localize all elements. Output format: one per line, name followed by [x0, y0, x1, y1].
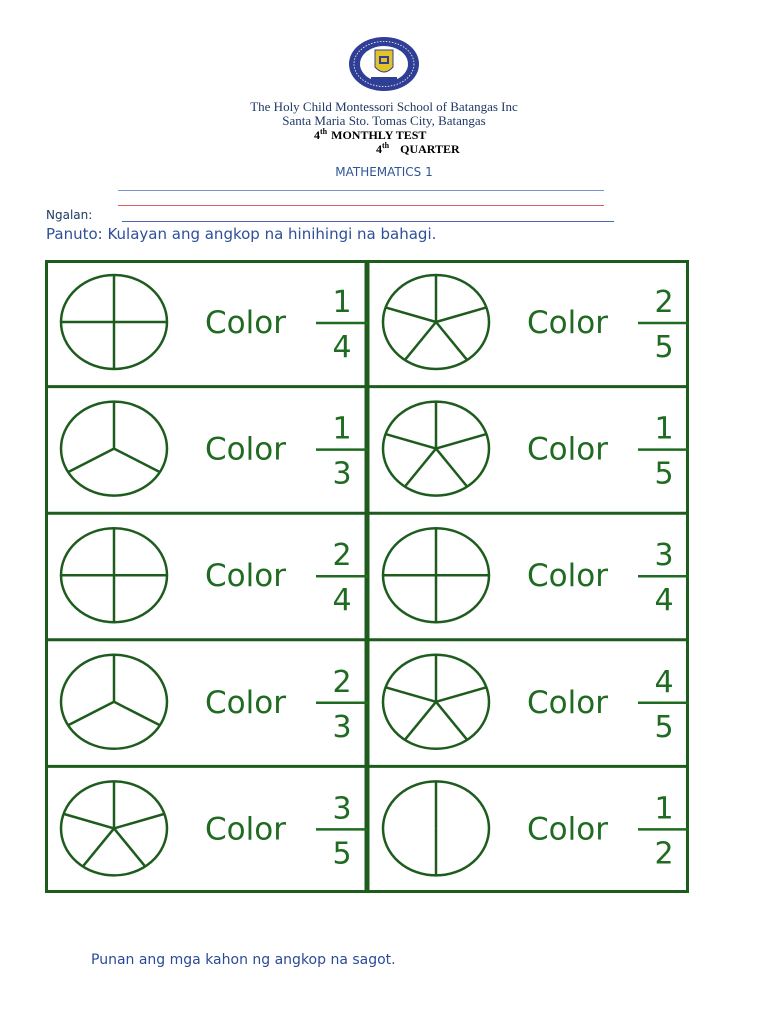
color-label: Color	[527, 431, 608, 468]
circle-division-line	[405, 449, 436, 487]
school-seal-logo	[348, 36, 420, 92]
test-label: MONTHLY TEST	[331, 128, 427, 142]
circle-division-line	[386, 687, 436, 702]
fraction-numerator: 3	[654, 538, 674, 574]
circle-division-line	[436, 322, 467, 360]
color-label: Color	[527, 558, 608, 595]
fraction-circle[interactable]	[61, 402, 167, 496]
circle-division-line	[114, 702, 160, 726]
fraction-numerator: 2	[654, 285, 674, 320]
fraction-numerator: 1	[332, 285, 352, 320]
fraction-cell	[383, 655, 689, 749]
color-label: Color	[527, 811, 608, 848]
fraction-numerator: 3	[332, 791, 352, 827]
circle-division-line	[436, 702, 467, 740]
fraction-denominator: 5	[654, 456, 674, 492]
circle-division-line	[114, 828, 145, 866]
fraction-cell	[61, 275, 368, 369]
color-label: Color	[205, 558, 286, 595]
color-label: Color	[205, 811, 286, 848]
circle-division-line	[405, 322, 436, 360]
fraction-circle[interactable]	[383, 528, 489, 622]
circle-division-line	[114, 449, 160, 473]
fraction-denominator: 5	[332, 836, 352, 872]
fraction-cell	[61, 781, 368, 875]
fraction-denominator: 3	[332, 456, 352, 492]
circle-division-line	[436, 449, 467, 487]
color-label: Color	[527, 684, 608, 721]
fraction-numerator: 2	[332, 538, 352, 574]
circle-division-line	[436, 307, 486, 322]
circle-division-line	[405, 702, 436, 740]
name-label: Ngalan:	[46, 208, 93, 222]
fraction-cell	[61, 655, 368, 749]
circle-division-line	[436, 687, 486, 702]
fraction-circle[interactable]	[383, 402, 489, 496]
fraction-numerator: 1	[654, 791, 674, 827]
quarter-number: 4	[376, 142, 382, 156]
instructions: Panuto: Kulayan ang angkop na hinihingi na bahagi.	[46, 225, 437, 243]
fraction-denominator: 4	[332, 583, 352, 619]
color-label: Color	[527, 305, 608, 341]
fraction-circle[interactable]	[61, 528, 167, 622]
school-address: Santa Maria Sto. Tomas City, Batangas	[282, 113, 486, 128]
circle-division-line	[64, 814, 114, 829]
fraction-denominator: 2	[654, 836, 674, 872]
circle-division-line	[386, 434, 436, 449]
name-input-line[interactable]	[122, 221, 614, 222]
fraction-worksheet-grid	[45, 260, 689, 893]
fraction-denominator: 5	[654, 330, 674, 365]
fraction-cell	[61, 528, 368, 622]
fraction-cell	[383, 528, 689, 622]
circle-division-line	[68, 449, 114, 473]
fraction-circle[interactable]	[383, 655, 489, 749]
circle-division-line	[436, 434, 486, 449]
fraction-circle[interactable]	[61, 655, 167, 749]
quarter-heading	[376, 141, 460, 157]
fraction-cell	[61, 402, 368, 496]
fraction-circle[interactable]	[383, 781, 489, 875]
test-ordinal-suffix: th	[320, 127, 328, 136]
fraction-numerator: 2	[332, 664, 352, 700]
quarter-ordinal-suffix: th	[382, 141, 390, 150]
fraction-numerator: 1	[332, 411, 352, 447]
color-label: Color	[205, 684, 286, 721]
fraction-cell	[383, 402, 689, 496]
subject-title: MATHEMATICS 1	[335, 165, 433, 179]
fraction-cell	[383, 275, 689, 369]
fraction-cell	[383, 781, 689, 875]
circle-division-line	[83, 828, 114, 866]
color-label: Color	[205, 431, 286, 468]
divider-line-red	[118, 205, 604, 206]
fraction-circle[interactable]	[383, 275, 489, 369]
fraction-denominator: 3	[332, 709, 352, 745]
footer-instructions: Punan ang mga kahon ng angkop na sagot.	[91, 952, 396, 968]
circle-division-line	[386, 307, 436, 322]
fraction-denominator: 5	[654, 709, 674, 745]
fraction-numerator: 1	[654, 411, 674, 447]
fraction-numerator: 4	[654, 664, 674, 700]
test-number: 4	[314, 128, 320, 142]
quarter-label: QUARTER	[400, 142, 460, 156]
fraction-circle[interactable]	[61, 781, 167, 875]
fraction-circle[interactable]	[61, 275, 167, 369]
fraction-denominator: 4	[654, 583, 674, 619]
fraction-denominator: 4	[332, 330, 352, 365]
divider-line	[118, 190, 604, 191]
school-name: The Holy Child Montessori School of Batangas Inc	[250, 99, 518, 114]
circle-division-line	[68, 702, 114, 726]
circle-division-line	[114, 814, 164, 829]
color-label: Color	[205, 305, 286, 341]
